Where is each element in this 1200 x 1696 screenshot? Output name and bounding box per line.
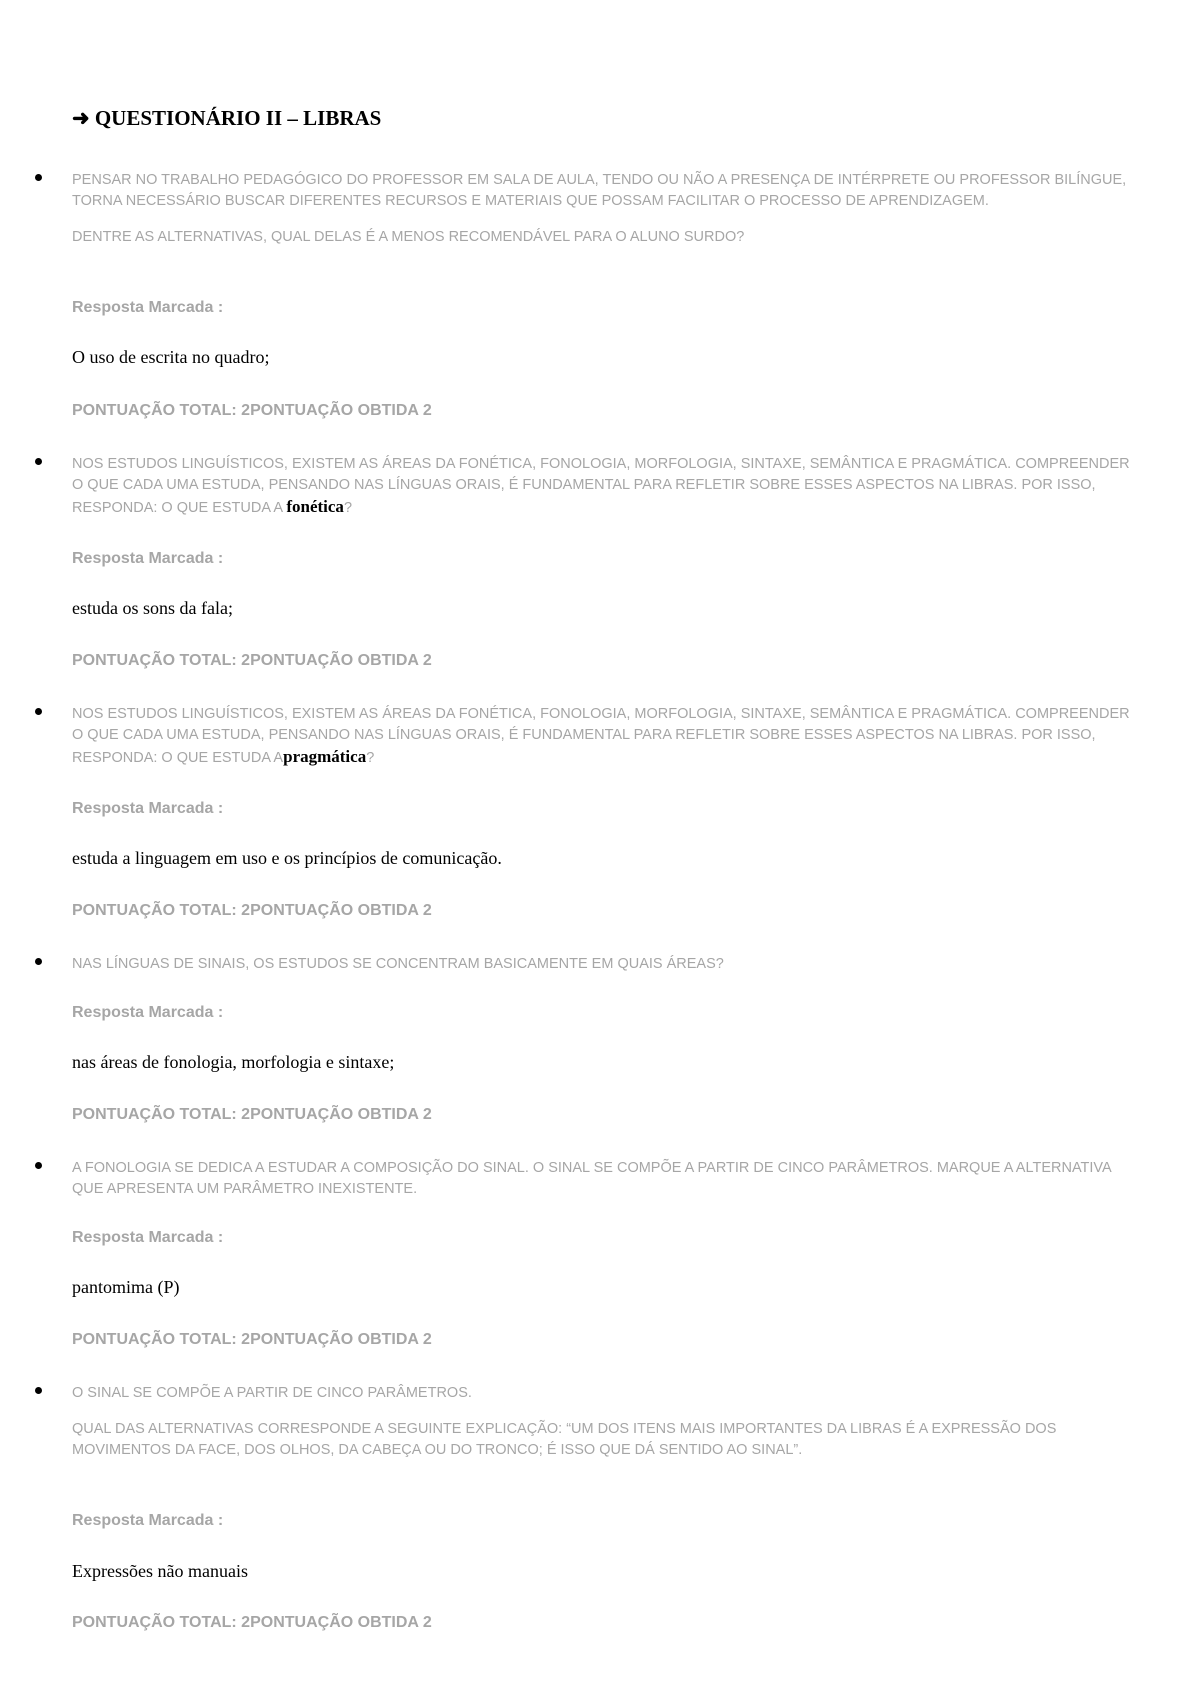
score-total-1: PONTUAÇÃO TOTAL: 2 [72,402,251,419]
question-1-prompt: DENTRE AS ALTERNATIVAS, QUAL DELAS É A MENOS RECOMENDÁVEL PARA O ALUNO SURDO? [72,229,745,245]
question-6-prompt: QUAL DAS ALTERNATIVAS CORRESPONDE A SEGUINTE EXPLICAÇÃO: “UM DOS ITENS MAIS IMPORTANTES DA LIBRAS É A EXPRESSÃO DOS MOVIMENTOS DA FACE, DOS OLHOS, DA CABEÇA OU DO TRONCO; É ISSO QUE DÁ SENTIDO AO SINAL”. [72,1421,1057,1458]
question-3-body: NOS ESTUDOS LINGUÍSTICOS, EXISTEM AS ÁREAS DA FONÉTICA, FONOLOGIA, MORFOLOGIA, SINTAXE, SEMÂNTICA E PRAGMÁTICA. COMPREENDER O QUE CADA UMA ESTUDA, PENSANDO NAS LÍNGUAS ORAIS, É FUNDAMENTAL PARA REFLETIR SOBRE ESSES ASPECTOS NA LIBRAS. POR ISSO, RESPONDA: O QUE ESTUDA A [72,706,1130,766]
score-6 [72,1614,432,1632]
question-4-text: NAS LÍNGUAS DE SINAIS, OS ESTUDOS SE CONCENTRAM BASICAMENTE EM QUAIS ÁREAS? [72,956,724,972]
score-4 [72,1106,432,1124]
answer-label-4: Resposta Marcada : [72,1004,224,1021]
answer-label-5: Resposta Marcada : [72,1229,224,1246]
answer-label-1: Resposta Marcada : [72,299,224,316]
question-2-text [72,454,1132,519]
answer-1: O uso de escrita no quadro; [72,347,270,367]
score-obtained-5: PONTUAÇÃO OBTIDA 2 [250,1331,432,1348]
score-obtained-6: PONTUAÇÃO OBTIDA 2 [250,1614,432,1631]
question-5 [72,1158,1132,1200]
question-2 [72,454,1132,519]
question-3-text [72,704,1132,769]
score-2 [72,652,432,670]
question-1-text: PENSAR NO TRABALHO PEDAGÓGICO DO PROFESSOR EM SALA DE AULA, TENDO OU NÃO A PRESENÇA DE INTÉRPRETE OU PROFESSOR BILÍNGUE, TORNA NECESSÁRIO BUSCAR DIFERENTES RECURSOS E MATERIAIS QUE POSSAM FACILITAR O PROCESSO DE APRENDIZAGEM. [72,172,1127,209]
score-obtained-4: PONTUAÇÃO OBTIDA 2 [250,1106,432,1123]
bullet-icon [35,174,42,181]
answer-label-3: Resposta Marcada : [72,800,224,817]
answer-3: estuda a linguagem em uso e os princípios de comunicação. [72,848,502,868]
answer-6: Expressões não manuais [72,1561,248,1581]
score-obtained-3: PONTUAÇÃO OBTIDA 2 [250,902,432,919]
score-5 [72,1331,432,1349]
question-6-text: O SINAL SE COMPÕE A PARTIR DE CINCO PARÂMETROS. [72,1385,472,1401]
answer-5: pantomima (P) [72,1277,180,1297]
score-3 [72,902,432,920]
question-6 [72,1383,1132,1461]
question-3 [72,704,1132,769]
bullet-icon [35,1162,42,1169]
bullet-icon [35,708,42,715]
score-1 [72,402,432,420]
answer-label-6: Resposta Marcada : [72,1512,224,1529]
question-3-end: ? [366,750,375,766]
answer-label-2: Resposta Marcada : [72,550,224,567]
question-2-body: NOS ESTUDOS LINGUÍSTICOS, EXISTEM AS ÁREAS DA FONÉTICA, FONOLOGIA, MORFOLOGIA, SINTAXE, SEMÂNTICA E PRAGMÁTICA. COMPREENDER O QUE CADA UMA ESTUDA, PENSANDO NAS LÍNGUAS ORAIS, É FUNDAMENTAL PARA REFLETIR SOBRE ESSES ASPECTOS NA LIBRAS. POR ISSO, RESPONDA: O QUE ESTUDA A [72,456,1130,516]
score-total-5: PONTUAÇÃO TOTAL: 2 [72,1331,251,1348]
score-total-3: PONTUAÇÃO TOTAL: 2 [72,902,251,919]
score-total-2: PONTUAÇÃO TOTAL: 2 [72,652,251,669]
question-4 [72,954,1132,975]
bullet-icon [35,458,42,465]
bullet-icon [35,958,42,965]
score-obtained-2: PONTUAÇÃO OBTIDA 2 [250,652,432,669]
question-1 [72,170,1132,248]
bullet-icon [35,1387,42,1394]
score-total-6: PONTUAÇÃO TOTAL: 2 [72,1614,251,1631]
question-3-emphasis: pragmática [283,747,367,766]
score-total-4: PONTUAÇÃO TOTAL: 2 [72,1106,251,1123]
page-title: ➜ QUESTIONÁRIO II – LIBRAS [72,106,382,130]
answer-2: estuda os sons da fala; [72,598,233,618]
answer-4: nas áreas de fonologia, morfologia e sintaxe; [72,1052,395,1072]
question-5-text: A FONOLOGIA SE DEDICA A ESTUDAR A COMPOSIÇÃO DO SINAL. O SINAL SE COMPÕE A PARTIR DE CINCO PARÂMETROS. MARQUE A ALTERNATIVA QUE APRESENTA UM PARÂMETRO INEXISTENTE. [72,1160,1111,1197]
question-2-emphasis: fonética [286,497,344,516]
question-2-end: ? [343,500,353,516]
score-obtained-1: PONTUAÇÃO OBTIDA 2 [250,402,432,419]
